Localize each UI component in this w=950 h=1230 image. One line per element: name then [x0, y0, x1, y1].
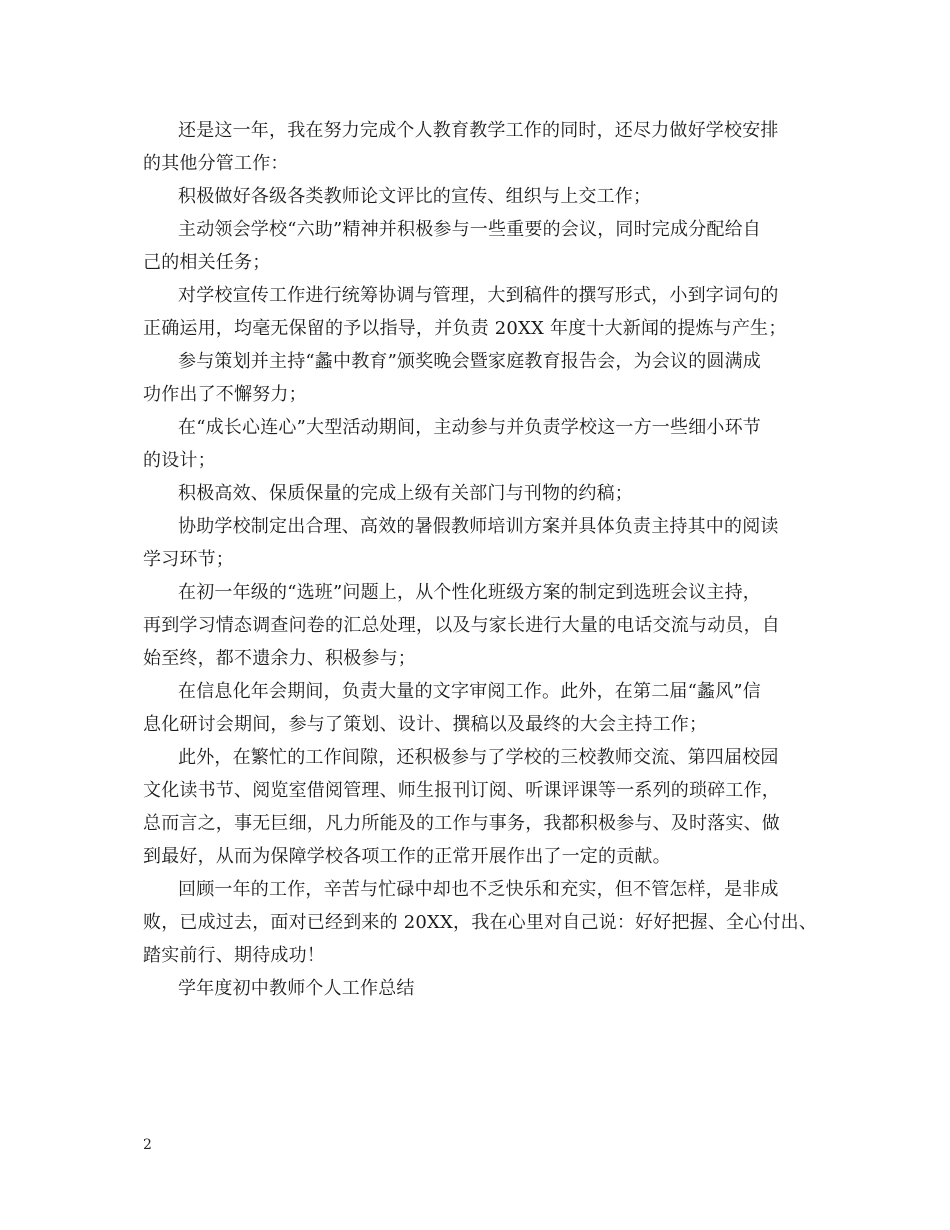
text-line: 在“成长心连心”大型活动期间，主动参与并负责学校这一方一些细小环节	[178, 417, 762, 438]
text-line: 到最好，从而为保障学校各项工作的正常开展作出了一定的贡献。	[143, 846, 671, 867]
text-line: 积极做好各级各类教师论文评比的宣传、组织与上交工作；	[178, 186, 652, 207]
text-line: 踏实前行、期待成功！	[143, 945, 325, 966]
text-line: 的设计；	[143, 450, 216, 471]
text-line: 在初一年级的“选班”问题上，从个性化班级方案的制定到选班会议主持，	[178, 582, 762, 603]
text-line: 己的相关任务；	[143, 252, 271, 273]
document-subtitle-line: 学年度初中教师个人工作总结	[178, 978, 415, 999]
text-line: 总而言之，事无巨细，凡力所能及的工作与事务，我都积极参与、及时落实、做	[143, 813, 780, 834]
page-number: 2	[143, 1137, 152, 1153]
text-line: 功作出了不懈努力；	[143, 384, 307, 405]
document-body	[143, 114, 818, 1005]
text-line: 在信息化年会期间，负责大量的文字审阅工作。此外，在第二届“蠡风”信	[178, 681, 762, 702]
text-line: 正确运用，均毫无保留的予以指导，并负责 20XX 年度十大新闻的提炼与产生；	[143, 318, 787, 339]
text-line: 积极高效、保质保量的完成上级有关部门与刊物的约稿；	[178, 483, 633, 504]
text-line: 回顾一年的工作，辛苦与忙碌中却也不乏快乐和充实，但不管怎样，是非成	[178, 879, 779, 900]
text-line: 此外，在繁忙的工作间隙，还积极参与了学校的三校教师交流、第四届校园	[178, 747, 779, 768]
text-line: 文化读书节、阅览室借阅管理、师生报刊订阅、听课评课等一系列的琐碎工作，	[143, 780, 780, 801]
text-line: 对学校宣传工作进行统筹协调与管理，大到稿件的撰写形式，小到字词句的	[178, 285, 779, 306]
text-line: 败，已成过去，面对已经到来的 20XX，我在心里对自己说：好好把握、全心付出、	[143, 912, 818, 933]
text-line: 协助学校制定出合理、高效的暑假教师培训方案并具体负责主持其中的阅读	[178, 516, 779, 537]
text-line: 始至终，都不遗余力、积极参与；	[143, 648, 416, 669]
text-line: 再到学习情态调查问卷的汇总处理，以及与家长进行大量的电话交流与动员，自	[143, 615, 780, 636]
text-line: 学习环节；	[143, 549, 234, 570]
text-line: 息化研讨会期间，参与了策划、设计、撰稿以及最终的大会主持工作；	[143, 714, 708, 735]
text-line: 的其他分管工作：	[143, 153, 289, 174]
text-line: 主动领会学校“六助”精神并积极参与一些重要的会议，同时完成分配给自	[178, 219, 762, 240]
text-line: 参与策划并主持“蠡中教育”颁奖晚会暨家庭教育报告会，为会议的圆满成	[178, 351, 762, 372]
text-line: 还是这一年，我在努力完成个人教育教学工作的同时，还尽力做好学校安排	[178, 120, 779, 141]
